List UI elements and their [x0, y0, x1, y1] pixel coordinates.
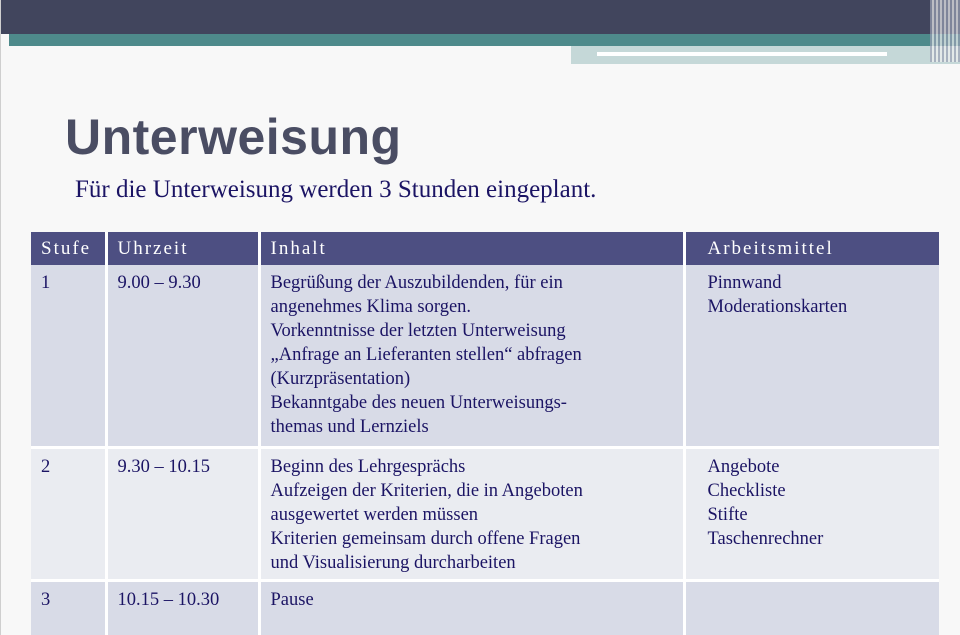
slide-title: Unterweisung [65, 109, 402, 165]
header-white-line [597, 52, 887, 56]
cell-arbeitsmittel [684, 265, 939, 448]
inhalt-line: und Visualisierung durcharbeiten [270, 553, 516, 573]
inhalt-line: angenehmes Klima sorgen. [270, 297, 472, 317]
slide-subtitle: Für die Unterweisung werden 3 Stunden eingeplant. [75, 176, 597, 203]
arbeitsmittel-item: Checkliste [707, 481, 786, 501]
inhalt-line: Bekanntgabe des neuen Unterweisungs- [270, 393, 567, 413]
cell-stufe: 1 [31, 265, 106, 448]
cell-arbeitsmittel [684, 581, 939, 635]
arbeitsmittel-item: Pinnwand [707, 273, 782, 293]
table-row [31, 448, 939, 581]
cell-inhalt [259, 448, 684, 581]
header-accent-band [9, 34, 960, 46]
header-stufe: Stufe [31, 232, 106, 265]
edge-decoration [930, 0, 960, 62]
inhalt-line: Vorkenntnisse der letzten Unterweisung [270, 321, 566, 341]
header-uhrzeit: Uhrzeit [106, 232, 259, 265]
table-header-row [31, 232, 939, 265]
inhalt-line: Pause [270, 590, 314, 610]
inhalt-line: Beginn des Lehrgesprächs [270, 457, 466, 477]
schedule-table [31, 232, 939, 635]
table-row [31, 265, 939, 448]
inhalt-line: Begrüßung der Auszubildenden, für ein [270, 273, 563, 293]
arbeitsmittel-item: Taschenrechner [707, 529, 824, 549]
cell-inhalt [259, 265, 684, 448]
cell-inhalt [259, 581, 684, 635]
inhalt-line: Kriterien gemeinsam durch offene Fragen [270, 529, 581, 549]
inhalt-line: (Kurzpräsentation) [270, 369, 411, 389]
cell-uhrzeit: 9.30 – 10.15 [106, 448, 259, 581]
inhalt-line: „Anfrage an Lieferanten stellen“ abfragen [270, 345, 582, 365]
inhalt-line: ausgewertet werden müssen [270, 505, 479, 525]
table-row [31, 581, 939, 635]
cell-stufe: 3 [31, 581, 106, 635]
inhalt-line: themas und Lernziels [270, 417, 429, 437]
inhalt-line: Aufzeigen der Kriterien, die in Angeboten [270, 481, 583, 501]
header-band [1, 0, 960, 34]
cell-arbeitsmittel [684, 448, 939, 581]
header-inhalt: Inhalt [259, 232, 684, 265]
arbeitsmittel-item: Moderationskarten [707, 297, 848, 317]
cell-stufe: 2 [31, 448, 106, 581]
header-arbeitsmittel: Arbeitsmittel [684, 232, 939, 265]
cell-uhrzeit: 9.00 – 9.30 [106, 265, 259, 448]
arbeitsmittel-item: Stifte [707, 505, 748, 525]
arbeitsmittel-item: Angebote [707, 457, 780, 477]
cell-uhrzeit: 10.15 – 10.30 [106, 581, 259, 635]
